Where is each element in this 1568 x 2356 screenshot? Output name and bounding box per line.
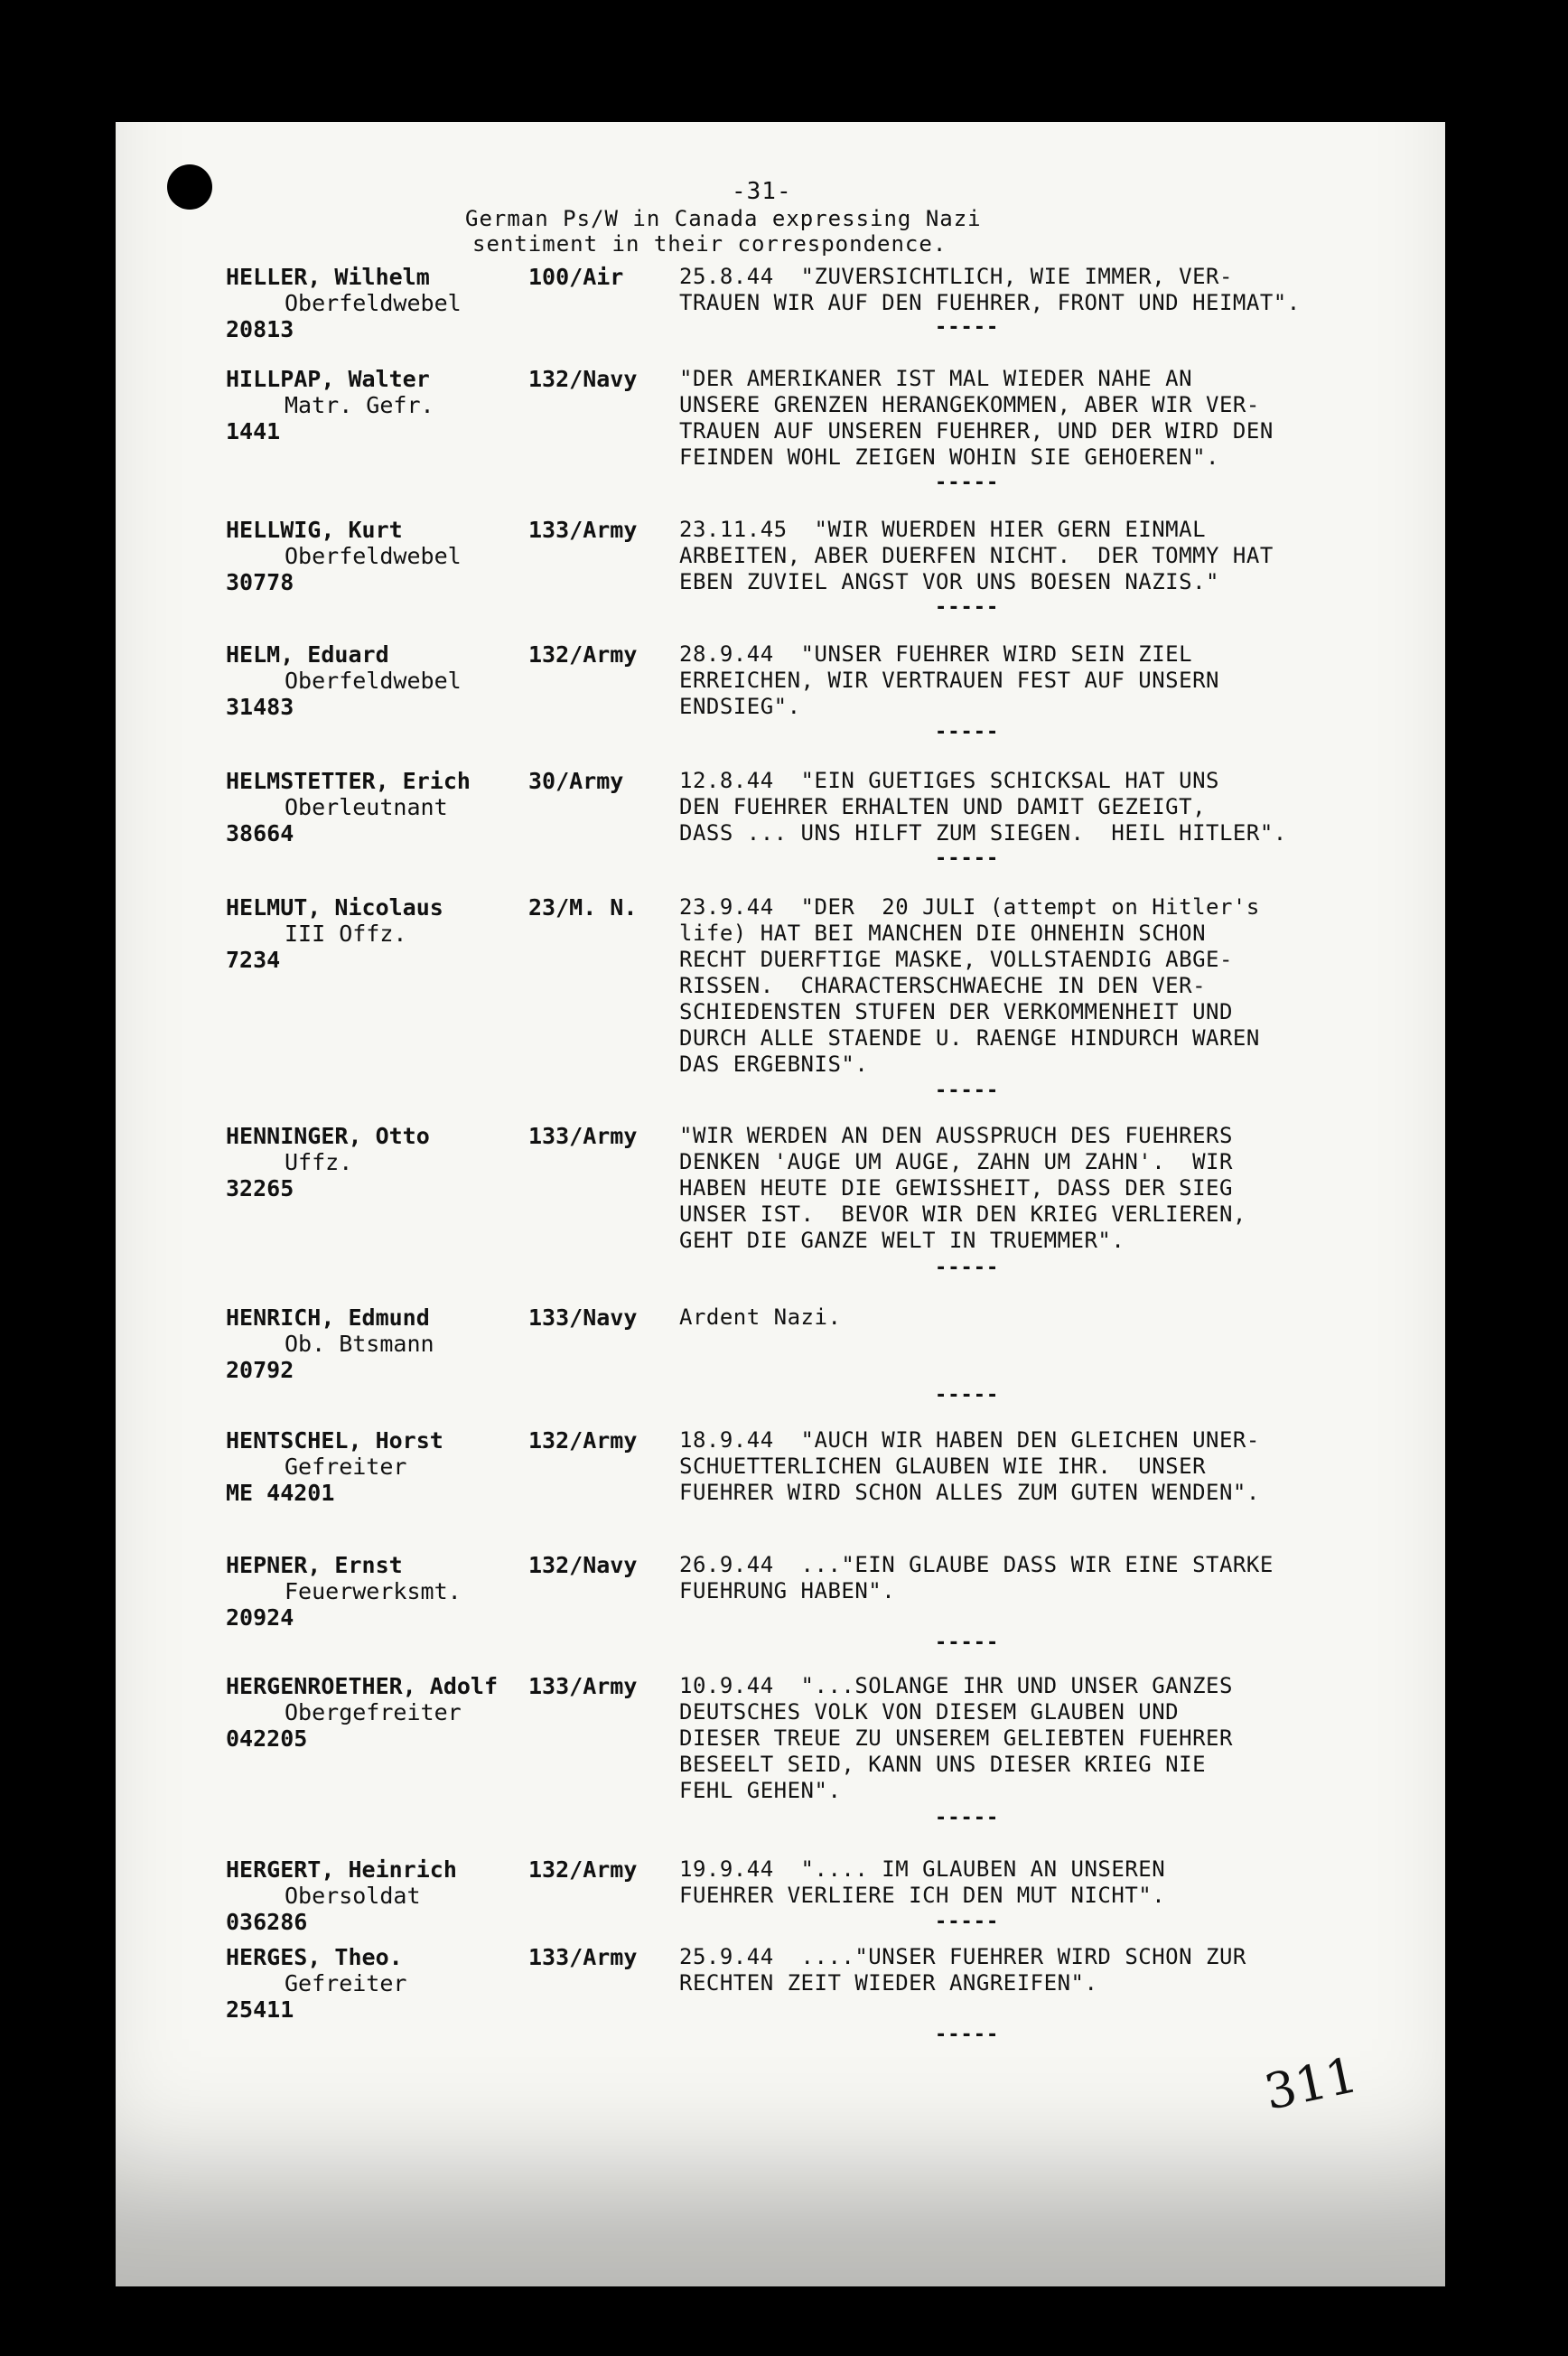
entry-name: HERGERT, Heinrich xyxy=(226,1856,457,1883)
entry-number: 7234 xyxy=(226,947,281,973)
entry-text: 28.9.44 "UNSER FUEHRER WIRD SEIN ZIEL ERREICHEN, WIR VERTRAUEN FEST AUF UNSERN ENDSIEG". xyxy=(679,641,1219,719)
separator: ----- xyxy=(935,847,1000,870)
entry-unit: 133/Army xyxy=(528,1944,638,1970)
entry-rank: Ob. Btsmann xyxy=(285,1331,434,1357)
entry-text: "WIR WERDEN AN DEN AUSSPRUCH DES FUEHRERS DENKEN 'AUGE UM AUGE, ZAHN UM ZAHN'. WIR HABEN HEUTE DIE GEWISSHEIT, DASS DER SIEG UNSER IST. BEVOR WIR DEN KRIEG VERLIEREN, GEHT DIE GANZE WELT IN TRUEMMER". xyxy=(679,1123,1246,1253)
entry-rank: Oberfeldwebel xyxy=(285,290,462,316)
entry-text: 12.8.44 "EIN GUETIGES SCHICKSAL HAT UNS DEN FUEHRER ERHALTEN UND DAMIT GEZEIGT, DASS ... UNS HILFT ZUM SIEGEN. HEIL HITLER". xyxy=(679,768,1287,846)
entry-number: 30778 xyxy=(226,569,294,595)
separator: ----- xyxy=(935,1384,1000,1407)
entry-unit: 133/Army xyxy=(528,1673,638,1699)
header-title-line-2: sentiment in their correspondence. xyxy=(472,231,947,257)
entry-text: 25.9.44 ...."UNSER FUEHRER WIRD SCHON ZUR RECHTEN ZEIT WIEDER ANGREIFEN". xyxy=(679,1944,1246,1996)
entry-unit: 100/Air xyxy=(528,264,624,290)
entry-rank: Gefreiter xyxy=(285,1454,407,1480)
entry-number: 20792 xyxy=(226,1357,294,1383)
entry-rank: Feuerwerksmt. xyxy=(285,1578,462,1604)
entry-number: 25411 xyxy=(226,1996,294,2023)
entry-number: 1441 xyxy=(226,418,281,444)
separator: ----- xyxy=(935,1080,1000,1102)
entry-number: 32265 xyxy=(226,1175,294,1201)
separator: ----- xyxy=(935,1257,1000,1279)
entry-name: HELM, Eduard xyxy=(226,641,389,668)
entry-text: 23.9.44 "DER 20 JULI (attempt on Hitler's life) HAT BEI MANCHEN DIE OHNEHIN SCHON RECHT DUERFTIGE MASKE, VOLLSTAENDIG ABGE- RISSEN. CHARACTERSCHWAECHE IN DEN VER- SCHIEDENSTEN STUFEN DER VERKOMMENHEIT UND DURCH ALLE STAENDE U. RAENGE HINDURCH WAREN DAS ERGEBNIS". xyxy=(679,894,1260,1077)
entry-unit: 132/Army xyxy=(528,1427,638,1454)
entry-text: 19.9.44 ".... IM GLAUBEN AN UNSEREN FUEHRER VERLIERE ICH DEN MUT NICHT". xyxy=(679,1856,1166,1908)
separator: ----- xyxy=(935,472,1000,494)
entry-text: 26.9.44 ..."EIN GLAUBE DASS WIR EINE STARKE FUEHRUNG HABEN". xyxy=(679,1552,1274,1603)
entry-number: 042205 xyxy=(226,1725,308,1752)
entry-unit: 133/Army xyxy=(528,1123,638,1149)
entry-name: HERGES, Theo. xyxy=(226,1944,403,1970)
handwritten-page-number: 311 xyxy=(1259,2045,1363,2122)
entry-name: HENRICH, Edmund xyxy=(226,1304,430,1331)
entry-number: 20813 xyxy=(226,316,294,342)
entry-rank: Gefreiter xyxy=(285,1970,407,1996)
entry-name: HERGENROETHER, Adolf xyxy=(226,1673,499,1699)
page-number: -31- xyxy=(732,178,792,205)
entry-rank: Oberfeldwebel xyxy=(285,543,462,569)
entry-rank: Obersoldat xyxy=(285,1883,421,1909)
entry-number: 20924 xyxy=(226,1604,294,1631)
entry-text: 23.11.45 "WIR WUERDEN HIER GERN EINMAL ARBEITEN, ABER DUERFEN NICHT. DER TOMMY HAT EBEN ZUVIEL ANGST VOR UNS BOESEN NAZIS." xyxy=(679,517,1274,594)
entry-name: HELMSTETTER, Erich xyxy=(226,768,471,794)
entry-name: HEPNER, Ernst xyxy=(226,1552,403,1578)
entry-unit: 132/Navy xyxy=(528,366,638,392)
entry-number: 036286 xyxy=(226,1909,308,1935)
separator: ----- xyxy=(935,2024,1000,2046)
entry-rank: III Offz. xyxy=(285,921,407,947)
separator: ----- xyxy=(935,316,1000,339)
entry-unit: 133/Navy xyxy=(528,1304,638,1331)
entry-name: HELLWIG, Kurt xyxy=(226,517,403,543)
separator: ----- xyxy=(935,721,1000,743)
entry-rank: Obergefreiter xyxy=(285,1699,462,1725)
separator: ----- xyxy=(935,1631,1000,1654)
entry-number: 31483 xyxy=(226,694,294,720)
entry-unit: 132/Army xyxy=(528,641,638,668)
entry-name: HENNINGER, Otto xyxy=(226,1123,430,1149)
entry-rank: Uffz. xyxy=(285,1149,353,1175)
entry-name: HENTSCHEL, Horst xyxy=(226,1427,443,1454)
entry-number: ME 44201 xyxy=(226,1480,335,1506)
entry-unit: 132/Army xyxy=(528,1856,638,1883)
separator: ----- xyxy=(935,596,1000,619)
entry-rank: Oberfeldwebel xyxy=(285,668,462,694)
entry-unit: 132/Navy xyxy=(528,1552,638,1578)
entry-name: HELMUT, Nicolaus xyxy=(226,894,443,921)
entry-unit: 30/Army xyxy=(528,768,624,794)
entry-text: Ardent Nazi. xyxy=(679,1304,842,1330)
entry-unit: 133/Army xyxy=(528,517,638,543)
entry-number: 38664 xyxy=(226,820,294,846)
entry-unit: 23/M. N. xyxy=(528,894,638,921)
entry-name: HILLPAP, Walter xyxy=(226,366,430,392)
separator: ----- xyxy=(935,1911,1000,1933)
entry-name: HELLER, Wilhelm xyxy=(226,264,430,290)
entry-text: "DER AMERIKANER IST MAL WIEDER NAHE AN UNSERE GRENZEN HERANGEKOMMEN, ABER WIR VER- TRAUEN AUF UNSEREN FUEHRER, UND DER WIRD DEN FEINDEN WOHL ZEIGEN WOHIN SIE GEHOEREN". xyxy=(679,366,1274,470)
separator: ----- xyxy=(935,1807,1000,1829)
entry-text: 18.9.44 "AUCH WIR HABEN DEN GLEICHEN UNER- SCHUETTERLICHEN GLAUBEN WIE IHR. UNSER FUEHRER WIRD SCHON ALLES ZUM GUTEN WENDEN". xyxy=(679,1427,1260,1505)
header-title-line-1: German Ps/W in Canada expressing Nazi xyxy=(465,206,982,231)
entry-rank: Oberleutnant xyxy=(285,794,448,820)
entry-text: 10.9.44 "...SOLANGE IHR UND UNSER GANZES DEUTSCHES VOLK VON DIESEM GLAUBEN UND DIESER TREUE ZU UNSEREM GELIEBTEN FUEHRER BESEELT SEID, KANN UNS DIESER KRIEG NIE FEHL GEHEN". xyxy=(679,1673,1233,1803)
entry-text: 25.8.44 "ZUVERSICHTLICH, WIE IMMER, VER- TRAUEN WIR AUF DEN FUEHRER, FRONT UND HEIMAT". xyxy=(679,264,1301,315)
entry-rank: Matr. Gefr. xyxy=(285,392,434,418)
